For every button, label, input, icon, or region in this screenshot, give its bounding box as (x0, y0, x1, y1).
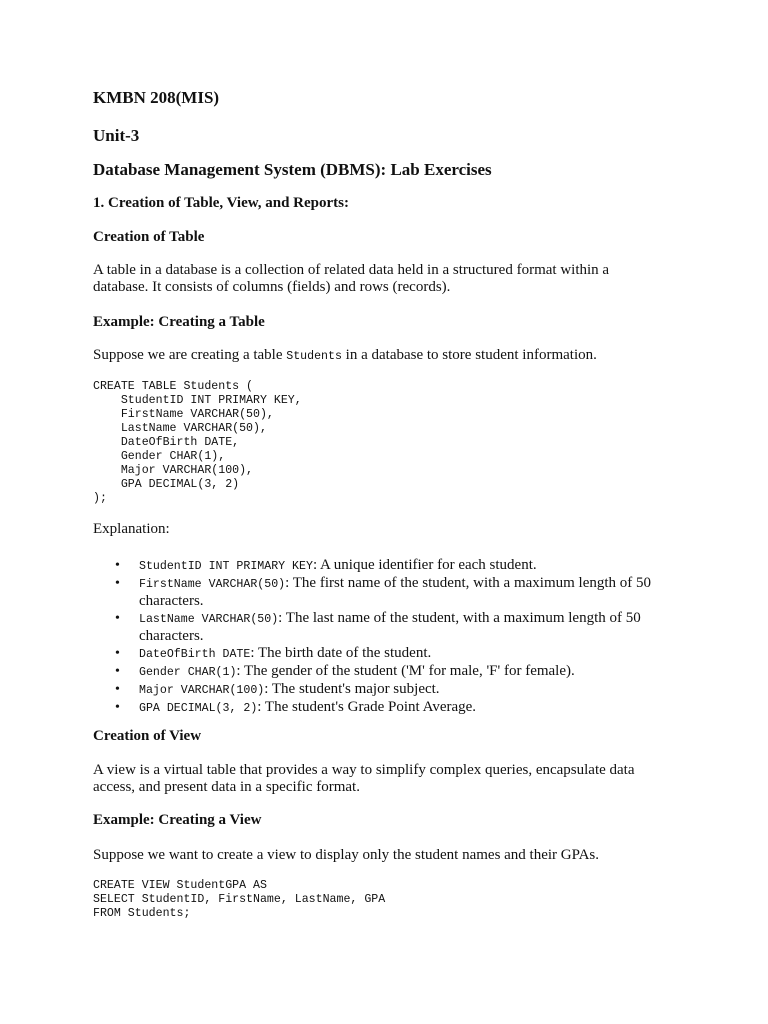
explanation-list (93, 557, 683, 717)
list-item (93, 681, 683, 699)
bullet-code: FirstName VARCHAR(50) (139, 578, 286, 591)
bullet-text: : The last name of the student, with a maximum length of 50 characters. (139, 610, 641, 644)
unit-heading: Unit-3 (93, 126, 140, 145)
example-view-heading: Example: Creating a View (93, 812, 262, 828)
suppose-table-post: in a database to store student information. (341, 347, 597, 363)
list-item (93, 645, 683, 663)
view-heading: Creation of View (93, 728, 202, 744)
inline-code: Students (286, 350, 342, 363)
create-table-code: CREATE TABLE Students ( StudentID INT PRIMARY KEY, FirstName VARCHAR(50), LastName VARCHAR(50), DateOfBirth DATE, Gender CHAR(1), Major VARCHAR(100), GPA DECIMAL(3, 2) ); (93, 380, 302, 505)
list-item (93, 663, 683, 681)
list-item (93, 557, 683, 575)
create-view-code: CREATE VIEW StudentGPA AS SELECT StudentID, FirstName, LastName, GPA FROM Students; (93, 879, 386, 920)
bullet-text: : The gender of the student ('M' for male, 'F' for female). (236, 663, 575, 679)
table-heading: Creation of Table (93, 229, 205, 245)
bullet-code: LastName VARCHAR(50) (139, 613, 279, 626)
section-heading: 1. Creation of Table, View, and Reports: (93, 195, 349, 211)
bullet-code: DateOfBirth DATE (139, 648, 251, 661)
suppose-table-pre: Suppose we are creating a table (93, 347, 287, 363)
list-item (93, 575, 683, 610)
explanation-label: Explanation: (93, 521, 170, 537)
suppose-table-paragraph (93, 347, 663, 365)
example-table-heading: Example: Creating a Table (93, 314, 265, 330)
list-item (93, 610, 683, 645)
suppose-view-paragraph: Suppose we want to create a view to display only the student names and their GPAs. (93, 847, 600, 863)
bullet-text: : A unique identifier for each student. (312, 557, 537, 573)
table-paragraph: A table in a database is a collection of related data held in a structured format within a database. It consists of columns (fields) and rows (records). (93, 262, 610, 295)
bullet-text: : The student's Grade Point Average. (257, 699, 477, 715)
course-code: KMBN 208(MIS) (93, 88, 220, 107)
bullet-text: : The first name of the student, with a maximum length of 50 characters. (139, 575, 652, 609)
page-title: Database Management System (DBMS): Lab Exercises (93, 160, 492, 179)
bullet-code: Gender CHAR(1) (139, 666, 237, 679)
bullet-code: Major VARCHAR(100) (139, 684, 265, 697)
bullet-text: : The birth date of the student. (250, 645, 432, 661)
list-item (93, 699, 683, 717)
bullet-text: : The student's major subject. (264, 681, 440, 697)
view-paragraph: A view is a virtual table that provides a way to simplify complex queries, encapsulate data access, and present data in a specific format. (93, 762, 635, 795)
bullet-code: StudentID INT PRIMARY KEY (139, 560, 313, 573)
bullet-code: GPA DECIMAL(3, 2) (139, 702, 258, 715)
